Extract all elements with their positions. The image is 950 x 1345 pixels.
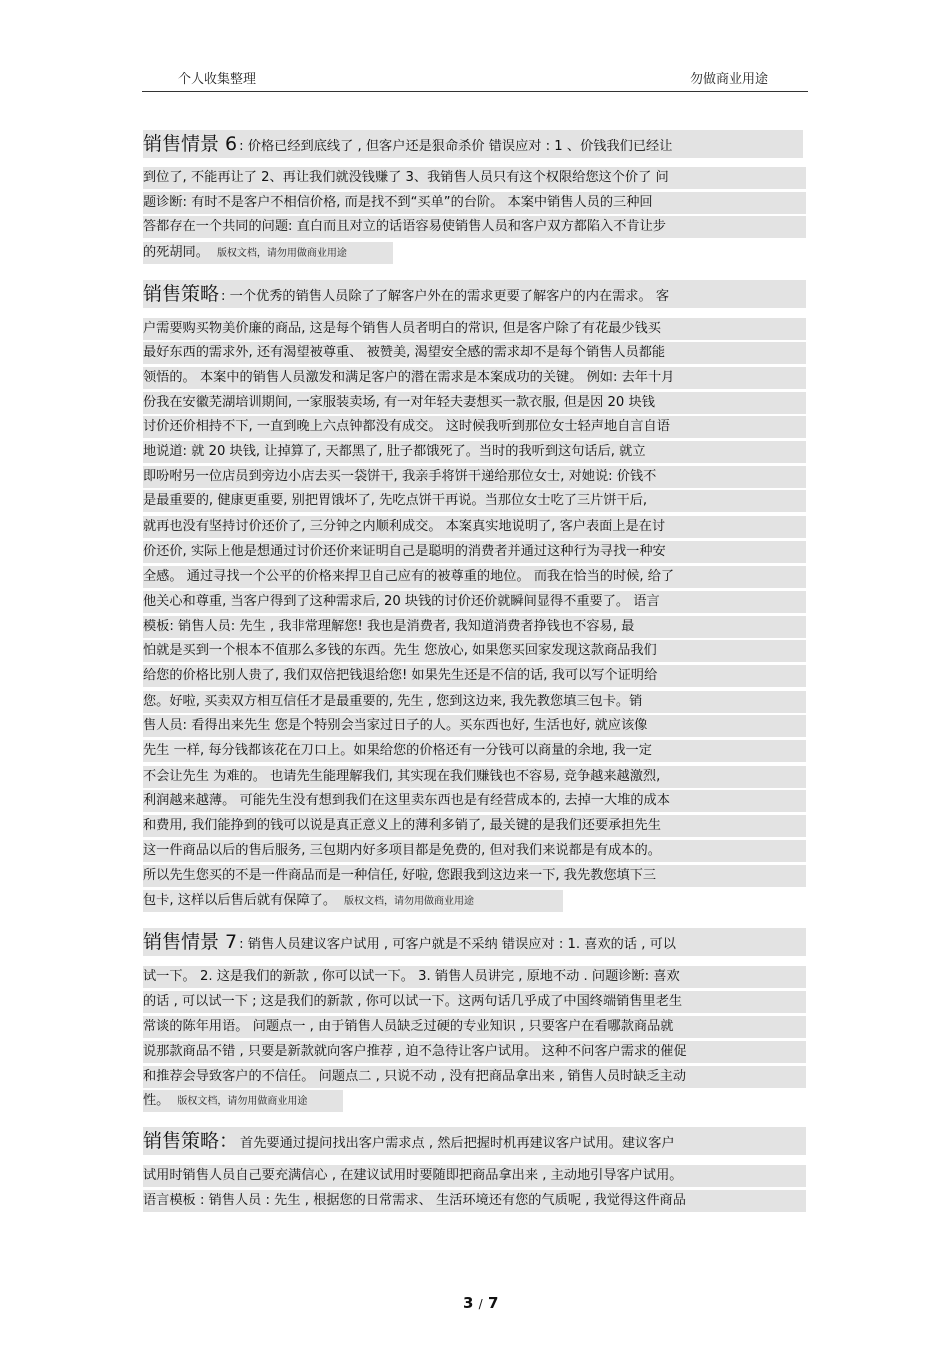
section-heading: 销售策略 [143,283,220,305]
line-text: 包卡, 这样以后售后就有保障了。 [143,893,337,908]
text-line [143,216,806,238]
text-line [143,1016,806,1038]
line-text: 不会让先生 为难的。 也请先生能理解我们, 其实现在我们赚钱也不容易, 竞争越来越激烈, [143,769,661,784]
line-text: 这一件商品以后的售后服务, 三包期内好多项目都是免费的, 但对我们来说都是有成本的。 [143,843,661,858]
line-text: 全感。 通过寻找一个公平的价格来捍卫自己应有的被尊重的地位。 而我在恰当的时候, 给了 [143,569,675,584]
line-text: 利润越来越薄。 可能先生没有想到我们在这里卖东西也是有经营成本的, 去掉一大堆的成本 [143,793,670,808]
text-line [143,865,806,887]
line-text: 和费用, 我们能挣到的钱可以说是真正意义上的薄利多销了, 最关键的是我们还要承担先生 [143,818,661,833]
text-line [143,342,806,364]
section-heading: 销售策略： [143,1130,239,1152]
text-line [143,815,806,837]
line-text: : 价格已经到底线了 , 但客户还是狠命杀价 错误应对 : 1 、价钱我们已经让 [239,139,673,154]
line-text: : 销售人员建议客户试用 , 可客户就是不采纳 错误应对 : 1. 喜欢的话 , 可以 [239,937,676,952]
text-line [143,1066,806,1088]
section-heading-line [143,130,803,158]
line-text: 常谈的陈年用语。 问题点一 , 由于销售人员缺乏过硬的专业知识 , 只要客户在看哪款商品就 [143,1019,674,1034]
page-current: 3 [463,1294,474,1312]
page-number [463,1294,498,1312]
text-line [143,715,806,737]
text-line [143,640,806,662]
line-text: 的话 , 可以试一下 ; 这是我们的新款 , 你可以试一下。这两句话几乎成了中国终端销售里老生 [143,994,683,1009]
line-text: 讨价还价相持不下, 一直到晚上六点钟都没有成交。 这时候我听到那位女士轻声地自言自语 [143,419,670,434]
line-text: 所以先生您买的不是一件商品而是一种信任, 好啦, 您跟我到这边来一下, 我先教您填下三 [143,868,657,883]
text-line [143,516,806,538]
line-text: 性。 [143,1093,170,1108]
header-right-text: 勿做商业用途 [690,72,769,87]
text-line [143,416,806,438]
line-text: 试用时销售人员自己要充满信心 , 在建议试用时要随即把商品拿出来 , 主动地引导客户试用。 [143,1168,683,1183]
text-line [143,591,806,613]
text-line [143,566,806,588]
header-rule [142,91,808,92]
line-text: 先生 一样, 每分钱都该花在刀口上。如果给您的价格还有一分钱可以商量的余地, 我一定 [143,743,652,758]
text-line [143,167,806,189]
text-line [143,466,806,488]
section-heading: 销售情景 6 [143,133,238,155]
line-text: 试一下。 2. 这是我们的新款 , 你可以试一下。 3. 销售人员讲完 , 原地不动 . 问题诊断: 喜欢 [143,969,680,984]
line-text: 答都存在一个共同的问题: 直白而且对立的话语容易使销售人员和客户双方都陷入不肯让步 [143,219,666,234]
text-line [143,766,806,788]
text-line [143,840,806,862]
line-text: 到位了, 不能再让了 2、再让我们就没钱赚了 3、我销售人员只有这个权限给您这个价了 问 [143,170,669,185]
text-line [143,616,806,638]
line-text: 题诊断: 有时不是客户不相信价格, 而是找不到“买单”的台阶。 本案中销售人员的三种回 [143,195,653,210]
section-heading: 销售情景 7 [143,931,238,953]
text-line [143,665,806,687]
page-total: 7 [487,1294,499,1312]
line-text: 户需要购买物美价廉的商品, 这是每个销售人员者明白的常识, 但是客户除了有花最少钱买 [143,321,661,336]
line-text: 您。好啦, 买卖双方相互信任才是最重要的, 先生 , 您到这边来, 我先教您填三包卡。销 [143,694,643,709]
text-line [143,890,563,912]
line-text: 语言模板 : 销售人员 : 先生 , 根据您的日常需求、 生活环境还有您的气质呢 , 我觉得这件商品 [143,1193,686,1208]
text-line [143,367,806,389]
text-line [143,1165,806,1187]
text-line [143,490,806,512]
line-text: 怕就是买到一个根本不值那么多钱的东西。先生 您放心, 如果您买回家发现这款商品我们 [143,643,657,658]
text-line [143,318,806,340]
text-line [143,691,806,713]
copyright-note: 版权文档，请勿用做商业用途 [216,248,347,259]
line-text: 即吩咐另一位店员到旁边小店去买一袋饼干, 我亲手将饼干递给那位女士, 对她说: 价钱不 [143,469,657,484]
text-line [143,966,806,988]
line-text: 最好东西的需求外, 还有渴望被尊重、 被赞美, 渴望安全感的需求却不是每个销售人员都能 [143,345,666,360]
text-line [143,991,806,1013]
section-heading-line [143,1127,806,1155]
line-text: 的死胡同。 [143,245,209,260]
line-text: 领悟的。 本案中的销售人员激发和满足客户的潜在需求是本案成功的关键。 例如: 去年十月 [143,370,675,385]
line-text: 他关心和尊重, 当客户得到了这种需求后, 20 块钱的讨价还价就瞬间显得不重要了。 语言 [143,594,660,609]
line-text: 地说道: 就 20 块钱, 让掉算了, 天都黑了, 肚子都饿死了。当时的我听到这句话后, 就立 [143,444,646,459]
section-heading-line [143,928,806,956]
page-separator: / [478,1297,483,1311]
text-line [143,1090,343,1112]
text-line [143,392,806,414]
section-heading-line [143,280,806,308]
text-line [143,740,806,762]
line-text: 价还价, 实际上他是想通过讨价还价来证明自己是聪明的消费者并通过这种行为寻找一种安 [143,544,666,559]
text-line [143,541,806,563]
text-line [143,790,806,812]
line-text: 模板: 销售人员: 先生 , 我非常理解您! 我也是消费者, 我知道消费者挣钱也不容易, 最 [143,619,635,634]
header-left-text: 个人收集整理 [178,72,257,87]
line-text: 给您的价格比别人贵了, 我们双倍把钱退给您! 如果先生还是不信的话, 我可以写个证明给 [143,668,658,683]
line-text: 就再也没有坚持讨价还价了, 三分钟之内顺利成交。 本案真实地说明了, 客户表面上是在讨 [143,519,666,534]
line-text: 售人员: 看得出来先生 您是个特别会当家过日子的人。买东西也好, 生活也好, 就应该像 [143,718,648,733]
text-line [143,441,806,463]
text-line [143,1041,806,1063]
text-line [143,242,393,264]
line-text: 首先要通过提问找出客户需求点 , 然后把握时机再建议客户试用。建议客户 [240,1136,675,1151]
text-line [143,192,806,214]
line-text: 和推荐会导致客户的不信任。 问题点二 , 只说不动 , 没有把商品拿出来 , 销售人员时缺乏主动 [143,1069,687,1084]
copyright-note: 版权文档，请勿用做商业用途 [344,896,475,907]
line-text: 说那款商品不错 , 只要是新款就向客户推荐 , 迫不急待让客户试用。 这种不问客户需求的催促 [143,1044,687,1059]
text-line [143,1190,806,1212]
line-text: : 一个优秀的销售人员除了了解客户外在的需求更要了解客户的内在需求。 客 [221,289,670,304]
line-text: 是最重要的, 健康更重要, 别把胃饿坏了, 先吃点饼干再说。当那位女士吃了三片饼干后, [143,493,648,508]
line-text: 份我在安徽芜湖培训期间, 一家服装卖场, 有一对年轻夫妻想买一款衣服, 但是因 20 块钱 [143,395,655,410]
copyright-note: 版权文档，请勿用做商业用途 [177,1096,308,1107]
